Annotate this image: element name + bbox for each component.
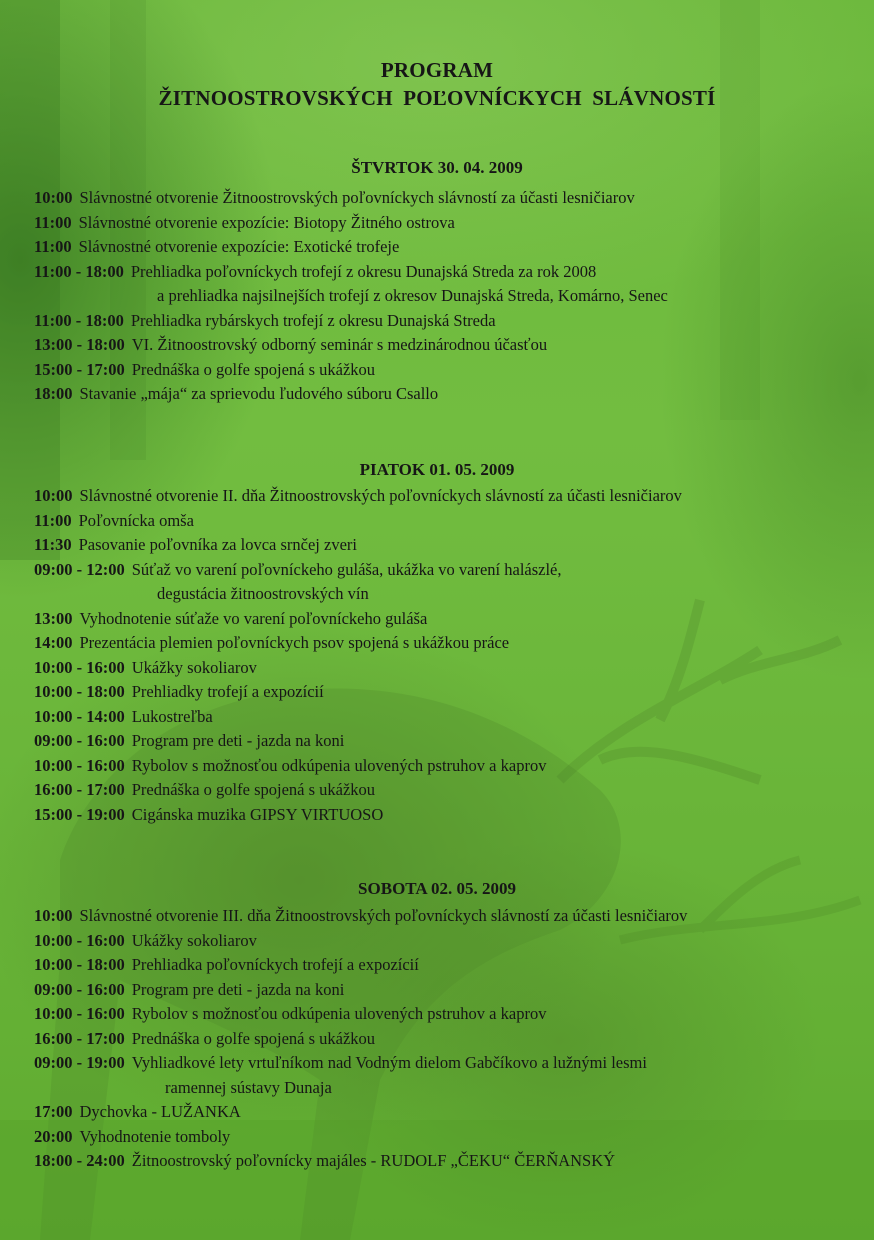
item-text: Vyhodnotenie súťaže vo varení poľovníckeho guláša	[79, 608, 428, 628]
item-time: 10:00 - 16:00	[34, 930, 125, 950]
item-time: 11:00	[34, 212, 72, 232]
schedule-item	[34, 358, 864, 383]
item-time: 09:00 - 16:00	[34, 979, 125, 999]
item-text: Žitnoostrovský poľovnícky majáles - RUDOLF „ČEKU“ ČERŇANSKÝ	[131, 1151, 616, 1170]
schedule-friday	[34, 484, 864, 827]
schedule-item	[34, 631, 864, 656]
schedule-item	[34, 533, 864, 558]
item-text: Prehliadky trofejí a expozícií	[131, 682, 324, 701]
item-text: Ukážky sokoliarov	[131, 657, 257, 677]
item-time: 16:00 - 17:00	[34, 780, 125, 799]
item-text: Cigánska muzika GIPSY VIRTUOSO	[131, 804, 384, 824]
day-heading-friday: PIATOK 01. 05. 2009	[359, 460, 515, 479]
item-time: 11:00	[34, 510, 72, 530]
item-time: 11:30	[34, 535, 72, 554]
item-time: 14:00	[34, 633, 73, 652]
item-text: Slávnostné otvorenie expozície: Exotické trofeje	[78, 237, 400, 256]
schedule-item	[34, 382, 864, 407]
item-text: Prehliadka poľovníckych trofejí z okresu Dunajská Streda za rok 2008	[130, 261, 597, 281]
item-time: 15:00 - 19:00	[34, 804, 125, 824]
item-text: Program pre deti - jazda na koni	[131, 731, 345, 750]
item-text: Dychovka - LUŽANKA	[79, 1102, 241, 1121]
item-time: 10:00 - 18:00	[34, 682, 125, 701]
item-time: 09:00 - 12:00	[34, 559, 125, 579]
schedule-item	[34, 953, 864, 978]
item-text: Slávnostné otvorenie Žitnoostrovských poľovníckych slávností za účasti lesničiarov	[79, 188, 635, 207]
schedule-item	[34, 729, 864, 754]
schedule-item	[34, 558, 864, 583]
item-time: 17:00	[34, 1102, 73, 1121]
item-text: Prednáška o golfe spojená s ukážkou	[131, 780, 376, 799]
item-text: Ukážky sokoliarov	[131, 930, 257, 950]
schedule-item	[34, 1051, 864, 1076]
item-text: Slávnostné otvorenie II. dňa Žitnoostrovských poľovníckych slávností za účasti lesničiarov	[79, 486, 682, 505]
item-time: 18:00 - 24:00	[34, 1151, 125, 1170]
schedule-item	[34, 607, 864, 632]
item-text: Stavanie „mája“ za sprievodu ľudového súboru Csallo	[79, 384, 439, 403]
schedule-item	[34, 211, 864, 236]
schedule-item	[34, 680, 864, 705]
schedule-item	[34, 754, 864, 779]
item-time: 20:00	[34, 1126, 73, 1146]
item-text: Prednáška o golfe spojená s ukážkou	[131, 1028, 376, 1048]
schedule-item	[34, 186, 864, 211]
item-time: 10:00 - 16:00	[34, 1004, 125, 1023]
schedule-item	[34, 904, 864, 929]
schedule-item-continuation	[34, 1076, 864, 1101]
item-text: Rybolov s možnosťou odkúpenia ulovených pstruhov a kaprov	[131, 755, 547, 775]
schedule-item-continuation	[34, 284, 864, 309]
item-text: Súťaž vo varení poľovníckeho guláša, ukážka vo varení halászlé,	[131, 559, 562, 579]
item-time: 10:00 - 16:00	[34, 755, 125, 775]
schedule-saturday	[34, 904, 864, 1174]
item-text: Lukostreľba	[131, 706, 213, 726]
item-text: Slávnostné otvorenie III. dňa Žitnoostrovských poľovníckych slávností za účasti lesničiarov	[79, 906, 688, 925]
schedule-item	[34, 929, 864, 954]
item-text: Poľovnícka omša	[78, 510, 194, 530]
schedule-item	[34, 1027, 864, 1052]
item-time: 10:00 - 16:00	[34, 657, 125, 677]
day-heading-thursday: ŠTVRTOK 30. 04. 2009	[351, 158, 523, 177]
item-text: Rybolov s možnosťou odkúpenia ulovených pstruhov a kaprov	[131, 1004, 547, 1023]
item-time: 13:00	[34, 608, 73, 628]
schedule-item	[34, 978, 864, 1003]
item-text: Vyhodnotenie tomboly	[79, 1126, 231, 1146]
program-subtitle: ŽITNOOSTROVSKÝCH POĽOVNÍCKYCH SLÁVNOSTÍ	[158, 86, 716, 110]
schedule-item	[34, 705, 864, 730]
schedule-thursday	[34, 186, 864, 407]
item-time: 09:00 - 19:00	[34, 1053, 125, 1072]
schedule-item	[34, 778, 864, 803]
item-time: 10:00	[34, 906, 73, 925]
item-text: ramennej sústavy Dunaja	[165, 1077, 332, 1097]
item-time: 11:00 - 18:00	[34, 310, 124, 330]
schedule-item	[34, 509, 864, 534]
schedule-item	[34, 1100, 864, 1125]
schedule-item	[34, 333, 864, 358]
schedule-item	[34, 260, 864, 285]
item-time: 10:00	[34, 188, 73, 207]
schedule-item	[34, 1002, 864, 1027]
item-text: Prehliadka rybárskych trofejí z okresu Dunajská Streda	[130, 310, 496, 330]
item-time: 16:00 - 17:00	[34, 1028, 125, 1048]
item-time: 11:00	[34, 237, 72, 256]
item-text: Vyhliadkové lety vrtuľníkom nad Vodným dielom Gabčíkovo a lužnými lesmi	[131, 1053, 647, 1072]
item-text: a prehliadka najsilnejších trofejí z okresov Dunajská Streda, Komárno, Senec	[157, 286, 668, 305]
item-text: Slávnostné otvorenie expozície: Biotopy Žitného ostrova	[78, 212, 455, 232]
item-time: 10:00 - 18:00	[34, 955, 125, 974]
item-text: Program pre deti - jazda na koni	[131, 979, 345, 999]
item-time: 13:00 - 18:00	[34, 335, 125, 354]
item-time: 18:00	[34, 384, 73, 403]
item-text: VI. Žitnoostrovský odborný seminár s medzinárodnou účasťou	[131, 335, 548, 354]
item-text: Prezentácia plemien poľovníckych psov spojená s ukážkou práce	[79, 633, 510, 652]
program-title: PROGRAM	[380, 58, 494, 82]
item-text: Prednáška o golfe spojená s ukážkou	[131, 359, 376, 379]
item-text: Pasovanie poľovníka za lovca srnčej zveri	[78, 535, 357, 554]
schedule-item-continuation	[34, 582, 864, 607]
schedule-item	[34, 235, 864, 260]
schedule-item	[34, 1125, 864, 1150]
item-text: degustácia žitnoostrovských vín	[157, 584, 369, 603]
schedule-item	[34, 484, 864, 509]
day-heading-saturday: SOBOTA 02. 05. 2009	[358, 879, 516, 898]
item-time: 10:00 - 14:00	[34, 706, 125, 726]
item-time: 09:00 - 16:00	[34, 731, 125, 750]
item-time: 11:00 - 18:00	[34, 261, 124, 281]
item-text: Prehliadka poľovníckych trofejí a expozícií	[131, 955, 419, 974]
item-time: 15:00 - 17:00	[34, 359, 125, 379]
schedule-item	[34, 309, 864, 334]
schedule-item	[34, 656, 864, 681]
item-time: 10:00	[34, 486, 73, 505]
schedule-item	[34, 1149, 864, 1174]
schedule-item	[34, 803, 864, 828]
